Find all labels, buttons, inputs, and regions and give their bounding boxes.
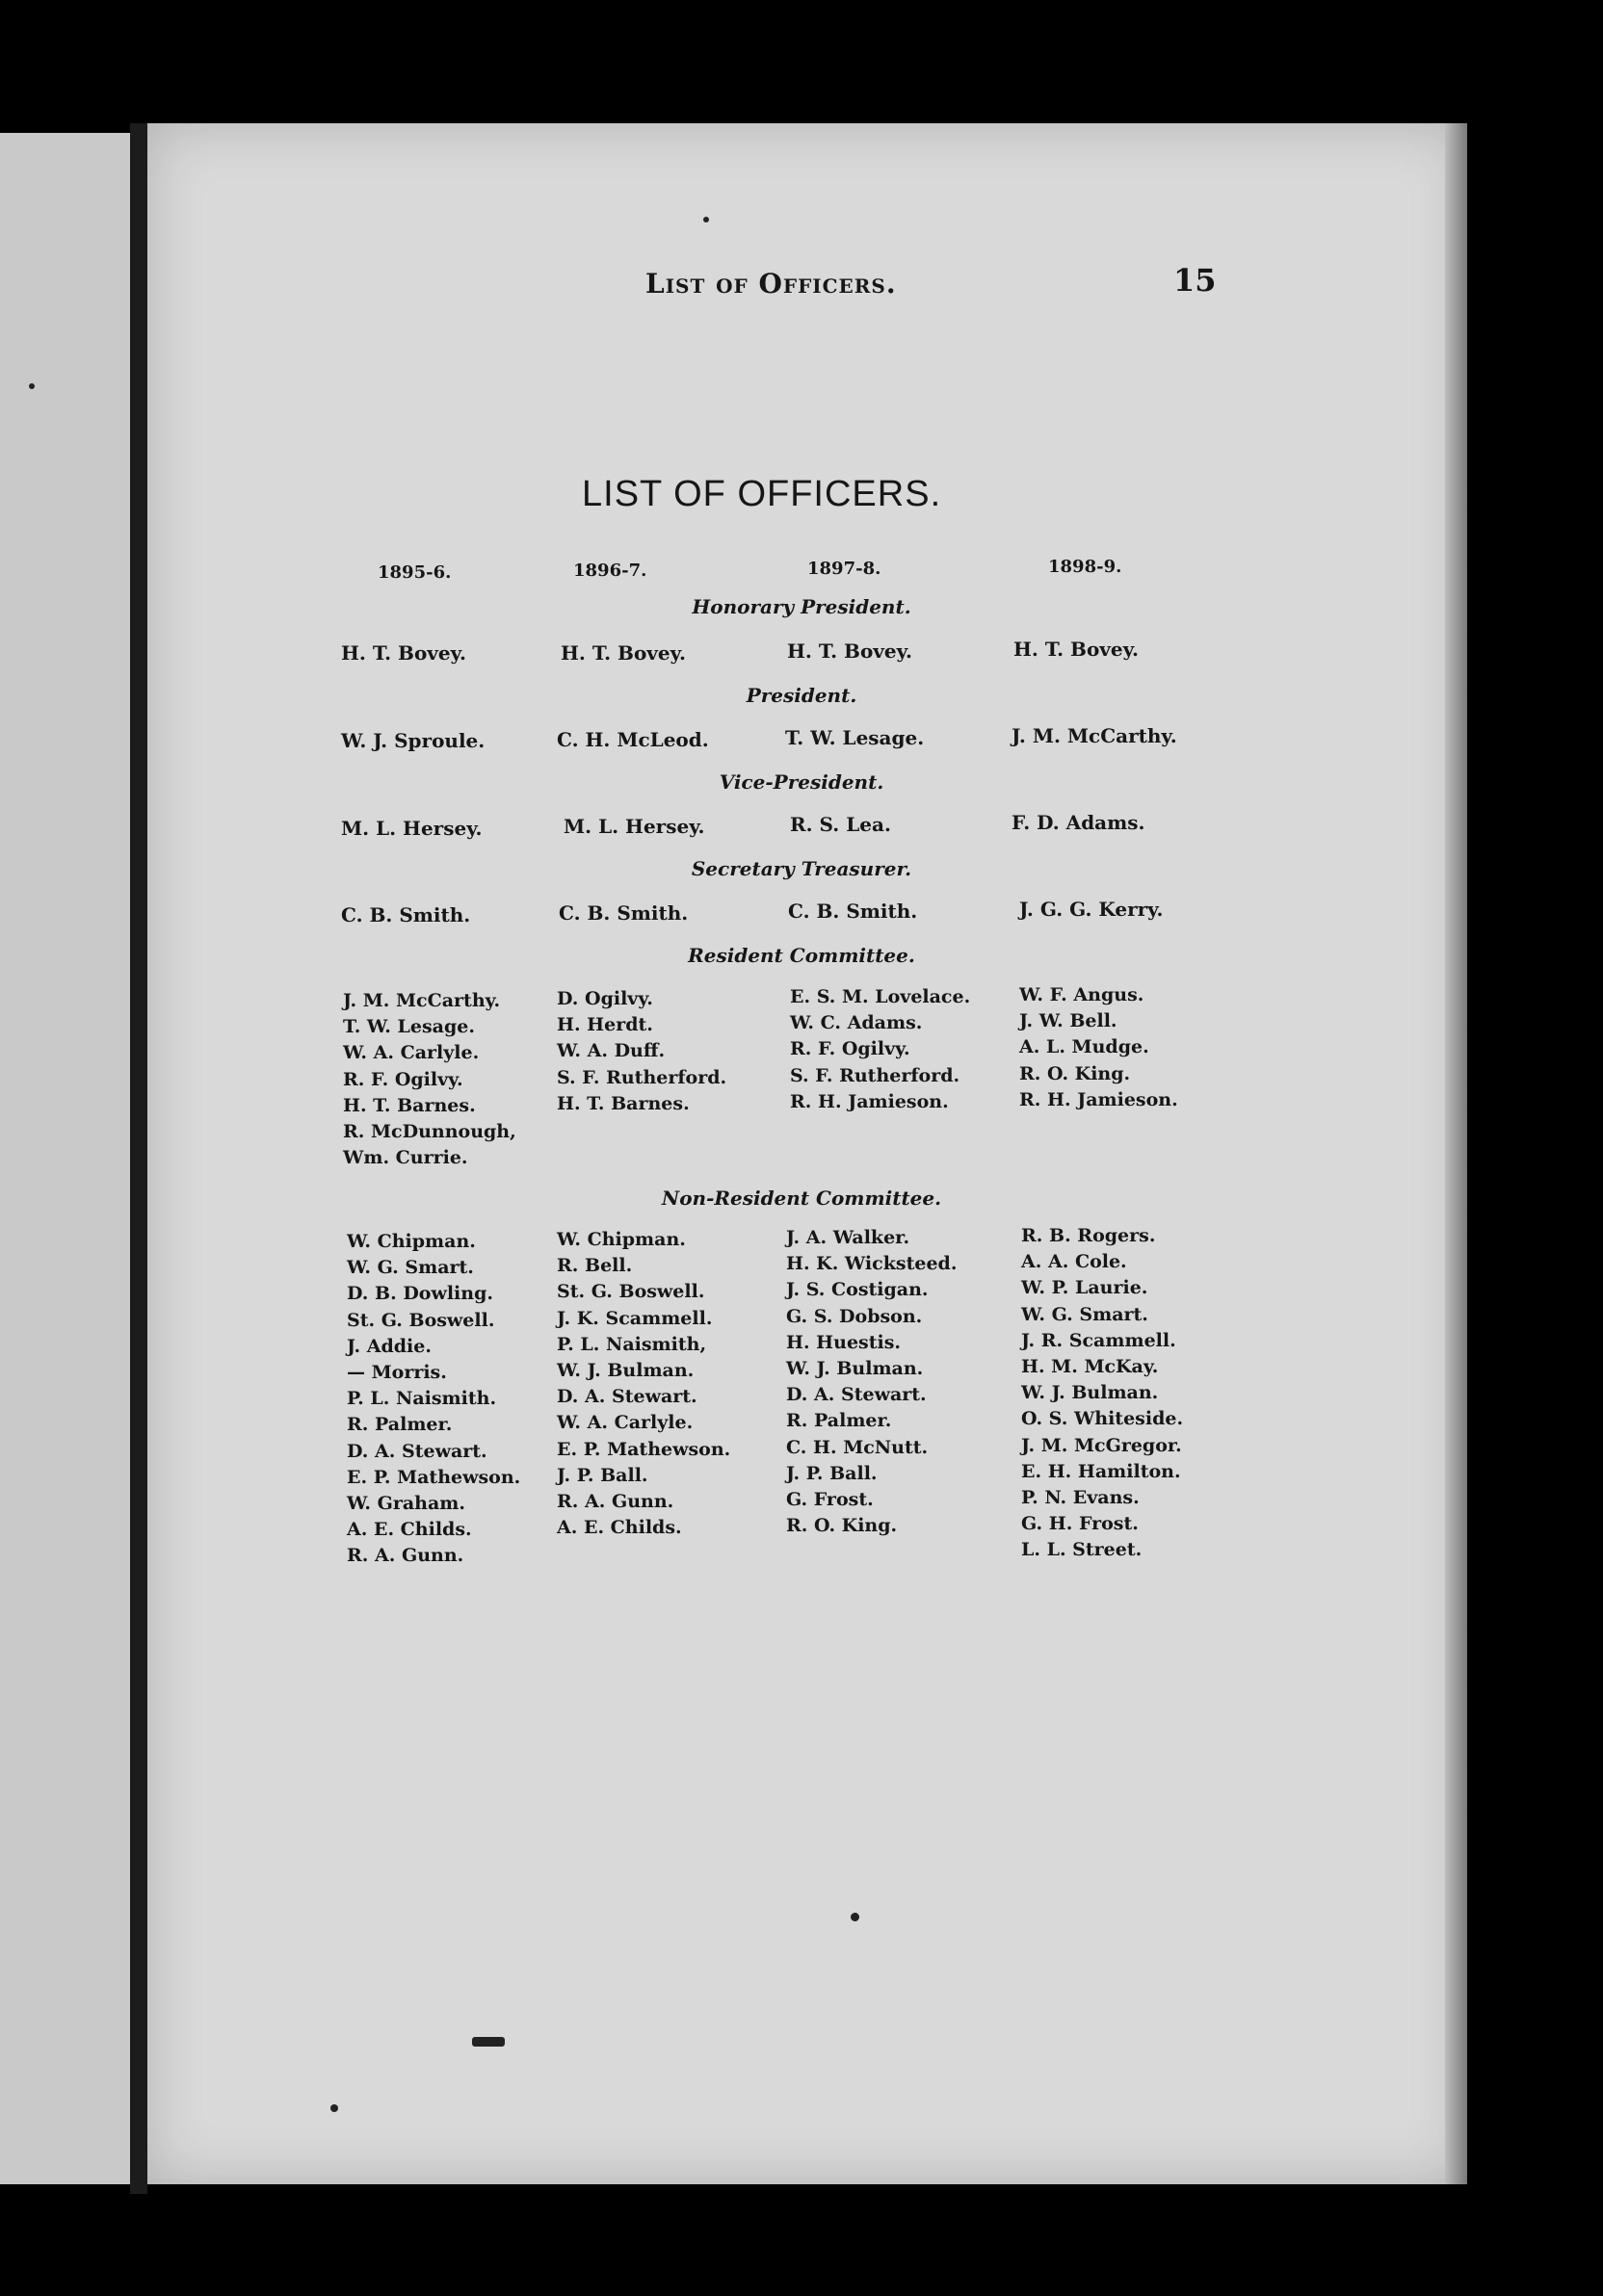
list-item: W. F. Angus. — [1019, 984, 1144, 1005]
list-item: H. Herdt. — [557, 1014, 653, 1036]
list-item: Wm. Currie. — [343, 1147, 468, 1169]
president-1895: W. J. Sproule. — [341, 729, 486, 752]
scan-speck — [703, 217, 709, 222]
list-item: E. P. Mathewson. — [557, 1438, 731, 1460]
list-item: G. H. Frost. — [1021, 1513, 1139, 1535]
list-item: W. Chipman. — [347, 1231, 476, 1252]
page-title: LIST OF OFFICERS. — [582, 474, 942, 514]
list-item: W. A. Duff. — [557, 1040, 666, 1062]
honorary-president-1897: H. T. Bovey. — [787, 639, 912, 663]
list-item: P. L. Naismith. — [347, 1388, 497, 1410]
scan-speck — [330, 2104, 338, 2112]
list-item: J. P. Ball. — [557, 1464, 648, 1486]
list-item: St. G. Boswell. — [557, 1281, 705, 1303]
list-item: P. L. Naismith, — [557, 1333, 707, 1355]
list-item: D. A. Stewart. — [786, 1384, 927, 1406]
secretary-treasurer-1898: J. G. G. Kerry. — [1019, 898, 1164, 921]
president-1896: C. H. McLeod. — [557, 728, 709, 751]
list-item: St. G. Boswell. — [347, 1309, 495, 1331]
list-item: R. Palmer. — [786, 1410, 892, 1432]
list-item: W. A. Carlyle. — [557, 1412, 694, 1434]
list-item: D. A. Stewart. — [347, 1440, 487, 1462]
list-item: H. T. Barnes. — [343, 1094, 476, 1116]
list-item: E. S. M. Lovelace. — [790, 986, 971, 1007]
list-item: A. E. Childs. — [557, 1517, 682, 1539]
list-item: W. Chipman. — [557, 1229, 686, 1250]
year-header-1: 1895-6. — [378, 562, 452, 583]
list-item: D. B. Dowling. — [347, 1283, 493, 1305]
list-item: W. J. Bulman. — [1021, 1382, 1159, 1404]
list-item: R. Palmer. — [347, 1414, 453, 1436]
list-item: R. A. Gunn. — [347, 1545, 464, 1567]
list-item: D. Ogilvy. — [557, 988, 653, 1009]
list-item: G. Frost. — [786, 1489, 874, 1511]
list-item: W. J. Bulman. — [786, 1358, 924, 1380]
list-item: R. O. King. — [786, 1515, 898, 1537]
list-item: R. McDunnough, — [343, 1121, 516, 1143]
secretary-treasurer-1897: C. B. Smith. — [788, 900, 918, 923]
list-item: J. M. McGregor. — [1021, 1434, 1182, 1456]
non-resident-committee-1898 — [1021, 1223, 1183, 1564]
list-item: J. P. Ball. — [786, 1462, 878, 1484]
honorary-president-1896: H. T. Bovey. — [561, 641, 686, 665]
list-item: A. L. Mudge. — [1019, 1036, 1149, 1058]
list-item: W. C. Adams. — [790, 1012, 923, 1034]
year-header-3: 1897-8. — [807, 559, 881, 579]
non-resident-committee-1897 — [786, 1225, 957, 1539]
year-header-4: 1898-9. — [1048, 557, 1122, 577]
secretary-treasurer-1895: C. B. Smith. — [341, 903, 471, 926]
vice-president-1896: M. L. Hersey. — [564, 815, 705, 838]
list-item: D. A. Stewart. — [557, 1386, 697, 1408]
list-item: G. S. Dobson. — [786, 1305, 923, 1327]
list-item: C. H. McNutt. — [786, 1436, 929, 1458]
list-item: J. A. Walker. — [786, 1227, 910, 1248]
list-item: W. Graham. — [347, 1493, 465, 1515]
list-item: H. Huestis. — [786, 1331, 902, 1353]
list-item: J. W. Bell. — [1019, 1010, 1117, 1032]
list-item: J. K. Scammell. — [557, 1307, 713, 1329]
list-item: J. Addie. — [347, 1335, 432, 1357]
non-resident-committee-1895 — [347, 1229, 520, 1570]
list-item: L. L. Street. — [1021, 1539, 1143, 1561]
page-number: 15 — [1173, 262, 1217, 299]
vice-president-1895: M. L. Hersey. — [341, 817, 483, 840]
left-page-edge — [0, 133, 130, 2184]
scan-speck — [472, 2037, 505, 2047]
president-1898: J. M. McCarthy. — [1012, 724, 1177, 747]
list-item: J. R. Scammell. — [1021, 1329, 1176, 1351]
honorary-president-1898: H. T. Bovey. — [1013, 638, 1139, 661]
list-item: E. H. Hamilton. — [1021, 1460, 1181, 1482]
list-item: R. F. Ogilvy. — [790, 1038, 910, 1060]
list-item: W. J. Bulman. — [557, 1360, 695, 1382]
list-item: W. G. Smart. — [1021, 1303, 1148, 1325]
list-item: J. M. McCarthy. — [343, 990, 501, 1011]
vice-president-1898: F. D. Adams. — [1012, 811, 1145, 834]
list-item: E. P. Mathewson. — [347, 1466, 521, 1488]
list-item: P. N. Evans. — [1021, 1487, 1140, 1509]
vice-president-1897: R. S. Lea. — [790, 813, 891, 836]
list-item: T. W. Lesage. — [343, 1016, 475, 1038]
year-header-2: 1896-7. — [573, 561, 647, 581]
president-1897: T. W. Lesage. — [785, 726, 925, 749]
list-item: R. Bell. — [557, 1255, 633, 1277]
list-item: A. A. Cole. — [1021, 1251, 1127, 1273]
section-heading-non-resident-committee: Non-Resident Committee. — [661, 1187, 942, 1210]
list-item: H. T. Barnes. — [557, 1092, 690, 1114]
page-edge-shadow — [1445, 123, 1467, 2184]
honorary-president-1895: H. T. Bovey. — [341, 641, 466, 665]
resident-committee-1896 — [557, 986, 726, 1117]
list-item: H. K. Wicksteed. — [786, 1253, 958, 1275]
list-item: R. O. King. — [1019, 1062, 1131, 1084]
book-spine — [130, 123, 147, 2194]
list-item: W. A. Carlyle. — [343, 1042, 480, 1064]
list-item: W. G. Smart. — [347, 1257, 474, 1279]
scan-speck — [851, 1913, 859, 1921]
list-item: W. P. Laurie. — [1021, 1277, 1148, 1299]
list-item: R. B. Rogers. — [1021, 1225, 1156, 1246]
section-heading-secretary-treasurer: Secretary Treasurer. — [691, 857, 912, 880]
list-item: R. A. Gunn. — [557, 1491, 674, 1513]
list-item: R. H. Jamieson. — [790, 1090, 949, 1112]
section-heading-president: President. — [746, 684, 857, 707]
section-heading-resident-committee: Resident Committee. — [688, 944, 915, 967]
list-item: J. S. Costigan. — [786, 1279, 929, 1301]
scan-speck — [29, 383, 35, 389]
list-item: R. F. Ogilvy. — [343, 1068, 463, 1090]
list-item: R. H. Jamieson. — [1019, 1088, 1178, 1110]
resident-committee-1898 — [1019, 982, 1178, 1113]
resident-committee-1897 — [790, 984, 970, 1115]
list-item: — Morris. — [347, 1362, 447, 1384]
list-item: A. E. Childs. — [347, 1519, 472, 1541]
section-heading-vice-president: Vice-President. — [719, 770, 884, 794]
secretary-treasurer-1896: C. B. Smith. — [559, 901, 689, 925]
section-heading-honorary-president: Honorary President. — [692, 595, 911, 618]
list-item: S. F. Rutherford. — [557, 1066, 727, 1088]
list-item: S. F. Rutherford. — [790, 1064, 960, 1086]
list-item: H. M. McKay. — [1021, 1356, 1159, 1378]
non-resident-committee-1896 — [557, 1227, 730, 1541]
running-head: List of Officers. — [645, 268, 897, 300]
resident-committee-1895 — [343, 988, 516, 1171]
list-item: O. S. Whiteside. — [1021, 1408, 1184, 1430]
